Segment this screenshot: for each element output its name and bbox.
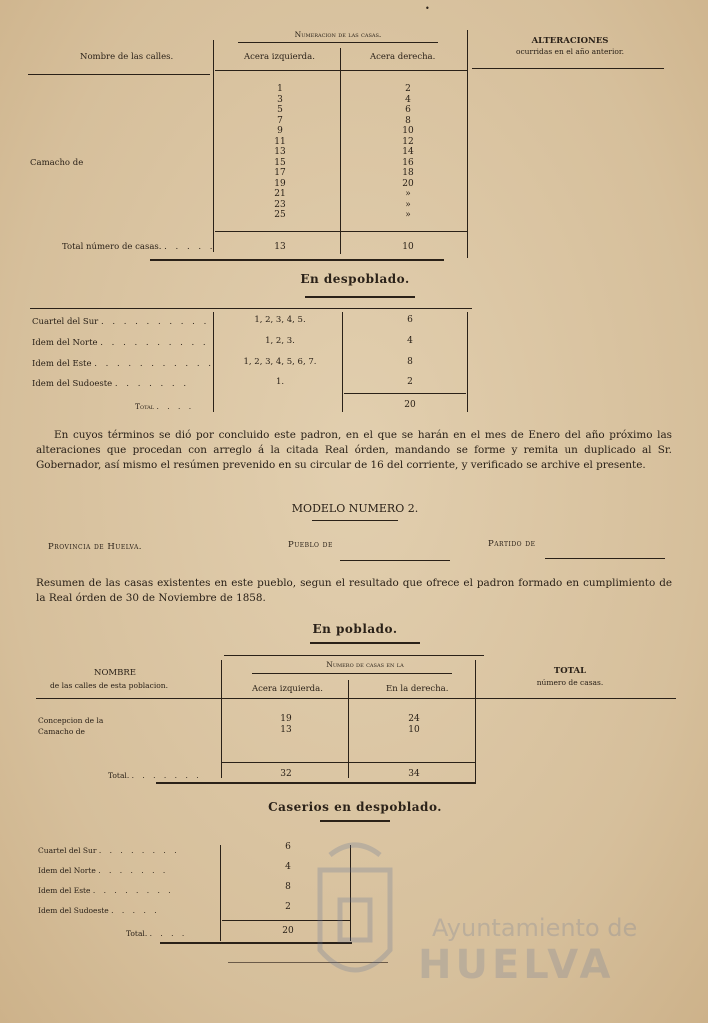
rule	[30, 308, 472, 309]
left-house-number-9: 17	[274, 168, 286, 178]
col-right-header: Acera derecha.	[370, 52, 436, 62]
left-house-number-6: 11	[274, 136, 286, 147]
rule	[312, 520, 398, 521]
left-house-number-5: 9	[277, 126, 283, 136]
left-house-number-8: 15	[274, 157, 286, 168]
despoblado-count-4: 2	[407, 377, 413, 387]
caserios-row-4: Idem del Sudoeste . . . . .	[38, 906, 160, 915]
right-house-number-12: »	[405, 199, 411, 210]
column-line	[220, 845, 221, 941]
ornament-rule	[305, 296, 415, 298]
left-house-number-2: 3	[277, 94, 283, 105]
poblado-total-right: 34	[408, 769, 420, 779]
despoblado-row-1: Cuartel del Sur . . . . . . . . . .	[32, 317, 210, 327]
poblado-row-2-right: 10	[408, 725, 420, 735]
watermark-line1: Ayuntamiento de	[432, 914, 638, 942]
caserios-count-1: 6	[285, 842, 291, 852]
thick-rule	[150, 259, 444, 261]
rule	[28, 74, 210, 75]
left-house-number-3: 5	[277, 105, 283, 115]
model-title: MODELO NUMERO 2.	[291, 502, 419, 515]
despoblado-count-2: 4	[407, 336, 413, 346]
left-house-number-1: 1	[277, 84, 283, 94]
poblado-col-right: En la derecha.	[386, 684, 449, 694]
despoblado-count-1: 6	[407, 315, 413, 325]
poblado-count-header: Numero de casas en la	[326, 660, 404, 669]
street-name: Camacho de	[30, 158, 84, 168]
right-house-number-13: »	[405, 210, 411, 220]
ornament-rule	[320, 820, 390, 822]
column-line	[467, 30, 468, 258]
partido-fill-line	[545, 558, 665, 559]
ornament-rule	[310, 642, 420, 644]
poblado-row-1-right: 24	[408, 714, 420, 724]
column-line	[221, 660, 222, 778]
column-line	[348, 680, 349, 778]
col-left-header: Acera izquierda.	[244, 52, 315, 62]
despoblado-houses-4: 1.	[275, 377, 285, 387]
col-streets-header: Nombre de las calles.	[80, 52, 174, 62]
despoblado-total: 20	[404, 400, 416, 410]
total-left: 13	[274, 242, 286, 252]
right-number-list	[390, 84, 426, 221]
caserios-row-3: Idem del Este . . . . . . . .	[38, 886, 174, 895]
right-house-number-1: 2	[405, 84, 411, 94]
right-house-number-4: 8	[405, 115, 411, 126]
despoblado-row-4: Idem del Sudoeste . . . . . . .	[32, 379, 190, 389]
column-line	[342, 312, 343, 412]
right-house-number-11: »	[405, 189, 411, 199]
caserios-title: Caserios en despoblado.	[268, 800, 442, 814]
left-house-number-4: 7	[277, 115, 283, 126]
rule	[215, 70, 467, 71]
provincia-label: Provincia de Huelva.	[48, 542, 142, 552]
right-house-number-9: 18	[402, 168, 414, 178]
poblado-row-2-left: 13	[280, 725, 292, 735]
right-house-number-7: 14	[402, 147, 414, 157]
column-line	[213, 40, 214, 252]
caserios-row-2: Idem del Norte . . . . . . .	[38, 866, 169, 875]
despoblado-row-2: Idem del Norte . . . . . . . . . .	[32, 338, 209, 348]
right-house-number-3: 6	[405, 105, 411, 115]
column-line	[475, 660, 476, 784]
right-house-number-5: 10	[402, 126, 414, 136]
thick-rule	[156, 782, 476, 784]
pueblo-label: Pueblo de	[288, 540, 333, 550]
poblado-name-title: NOMBRE	[94, 668, 136, 678]
poblado-col-left: Acera izquierda.	[252, 684, 323, 694]
left-house-number-12: 23	[274, 199, 286, 210]
caserios-count-3: 8	[285, 882, 291, 892]
total-right: 10	[402, 242, 414, 252]
coat-of-arms-watermark	[300, 830, 410, 1000]
print-mark: •	[425, 4, 430, 13]
right-house-number-6: 12	[402, 136, 414, 147]
despoblado-row-3: Idem del Este . . . . . . . . . . .	[32, 359, 214, 369]
despoblado-title: En despoblado.	[300, 272, 410, 286]
rule	[215, 231, 467, 232]
pueblo-fill-line	[340, 560, 450, 561]
despoblado-count-3: 8	[407, 357, 413, 367]
rule	[222, 762, 476, 763]
despoblado-total-label: Total . . . .	[135, 402, 195, 411]
right-house-number-8: 16	[402, 157, 414, 168]
poblado-title: En poblado.	[312, 622, 398, 636]
despoblado-houses-3: 1, 2, 3, 4, 5, 6, 7.	[243, 357, 317, 367]
column-line	[467, 312, 468, 412]
column-line	[340, 48, 341, 254]
poblado-total-label: Total. . . . . . . .	[108, 771, 202, 780]
caserios-total: 20	[282, 926, 294, 936]
left-house-number-13: 25	[274, 210, 286, 220]
rule	[472, 68, 664, 69]
right-house-number-10: 20	[402, 178, 414, 189]
rule	[224, 655, 484, 656]
despoblado-houses-2: 1, 2, 3.	[265, 336, 295, 346]
rule	[252, 673, 452, 674]
poblado-total-sub: número de casas.	[536, 678, 604, 687]
poblado-row-1-name: Concepcion de la	[38, 716, 104, 725]
poblado-name-sub: de las calles de esta poblacion.	[50, 681, 168, 690]
rule	[344, 393, 466, 394]
rule	[36, 698, 676, 699]
watermark-line2: HUELVA	[418, 942, 615, 988]
total-label: Total número de casas. . . . . .	[62, 242, 216, 252]
left-house-number-10: 19	[274, 178, 286, 189]
caserios-total-label: Total. . . . .	[126, 929, 188, 938]
right-house-number-2: 4	[405, 94, 411, 105]
alterations-sub: ocurridas en el año anterior.	[515, 47, 625, 56]
caserios-row-1: Cuartel del Sur . . . . . . . .	[38, 846, 180, 855]
resumen-paragraph: Resumen de las casas existentes en este pueblo, segun el resultado que ofrece el padron formado en cumplimiento de la Real órden de 30 de Noviembre de 1858.	[36, 577, 672, 604]
rule	[238, 42, 438, 43]
left-house-number-7: 13	[274, 147, 286, 157]
numbering-header: Numeracion de las casas.	[294, 30, 382, 39]
left-number-list	[262, 84, 298, 221]
caserios-count-4: 2	[285, 902, 291, 912]
closing-paragraph: En cuyos términos se dió por concluido este padron, en el que se harán en el mes de Enero del año próximo las alteraciones que procedan con arreglo á la citada Real órden, mandando se forme y remita un duplicado al Sr. Gobernador, así mismo el resúmen prevenido en su circular de 16 del corriente, y verificado se archive el presente.	[36, 429, 672, 471]
despoblado-houses-1: 1, 2, 3, 4, 5.	[254, 315, 306, 325]
left-house-number-11: 21	[274, 189, 286, 199]
poblado-row-2-name: Camacho de	[38, 727, 85, 736]
partido-label: Partido de	[488, 539, 536, 549]
caserios-count-2: 4	[285, 862, 291, 872]
poblado-total-left: 32	[280, 769, 292, 779]
alterations-title: ALTERACIONES	[531, 36, 609, 46]
poblado-row-1-left: 19	[280, 714, 292, 724]
poblado-total-title: TOTAL	[553, 666, 587, 676]
